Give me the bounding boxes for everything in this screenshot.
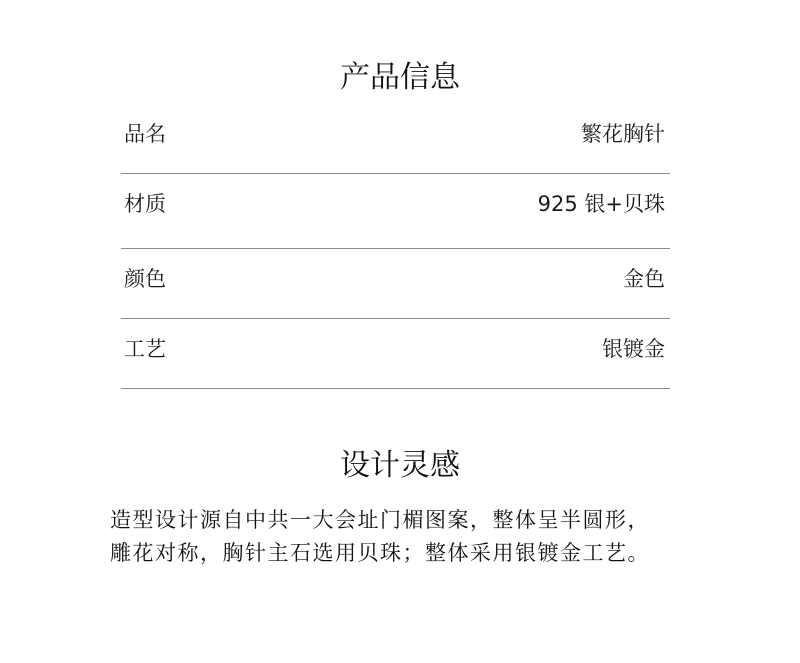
info-row-color bbox=[121, 249, 670, 319]
design-text-line: 雕花对称，胸针主石选用贝珠；整体采用银镀金工艺。 bbox=[110, 541, 650, 565]
info-label: 工艺 bbox=[124, 337, 166, 361]
info-label: 品名 bbox=[124, 122, 166, 146]
info-value: 金色 bbox=[623, 267, 665, 291]
info-value: 925 银+贝珠 bbox=[537, 192, 665, 216]
info-row-material bbox=[121, 174, 670, 249]
design-inspiration-title: 设计灵感 bbox=[340, 448, 460, 483]
info-label: 材质 bbox=[124, 192, 166, 216]
product-info-table bbox=[121, 108, 670, 389]
design-text-line: 造型设计源自中共一大会址门楣图案，整体呈半圆形， bbox=[110, 508, 650, 532]
info-label: 颜色 bbox=[124, 267, 166, 291]
info-value: 银镀金 bbox=[602, 337, 665, 361]
product-info-title: 产品信息 bbox=[340, 60, 460, 95]
design-inspiration-text bbox=[110, 504, 690, 570]
info-row-craft bbox=[121, 319, 670, 389]
info-row-name bbox=[121, 108, 670, 174]
info-value: 繁花胸针 bbox=[581, 122, 665, 146]
